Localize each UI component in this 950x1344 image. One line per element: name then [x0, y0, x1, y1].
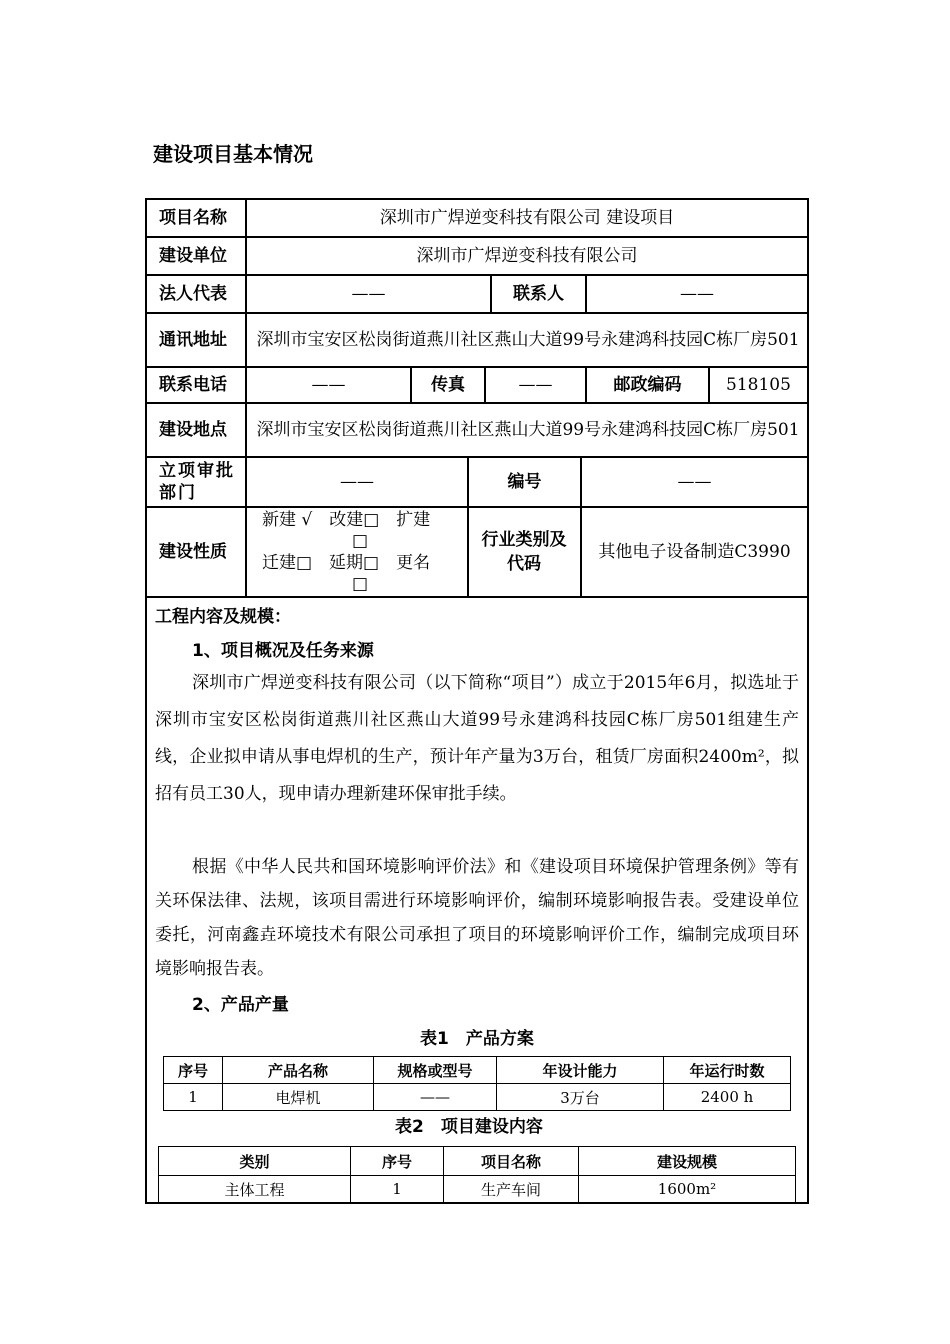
table-cell: 生产车间: [444, 1176, 579, 1203]
column-header: 规格或型号: [374, 1057, 497, 1084]
construction-table: [158, 1146, 796, 1203]
unit-value: 深圳市广焊逆变科技有限公司: [416, 246, 638, 266]
page-title: 建设项目基本情况: [153, 142, 313, 166]
column-header: 年运行时数: [664, 1057, 791, 1084]
site-label: 建设地点: [159, 420, 227, 440]
row-divider: [145, 596, 809, 598]
nature-line: 新建 √ 改建□ 扩建: [262, 510, 431, 530]
column-header: 序号: [164, 1057, 223, 1084]
site-value: 深圳市宝安区松岗街道燕川社区燕山大道99号永建鸿科技园C栋厂房501: [256, 419, 800, 440]
industry-label: 行业类别及代码: [481, 530, 567, 574]
column-header: 产品名称: [223, 1057, 374, 1084]
table2-caption: 表2 项目建设内容: [395, 1117, 543, 1137]
postcode-value: 518105: [726, 375, 791, 395]
nature-label: 建设性质: [159, 542, 227, 562]
approval-label: 立项审批部门: [159, 461, 235, 503]
column-header: 年设计能力: [497, 1057, 664, 1084]
scope-heading: 工程内容及规模：: [155, 607, 291, 627]
column-header: 建设规模: [579, 1147, 796, 1176]
product-table: [163, 1056, 791, 1111]
section-heading-2: 2、产品产量: [192, 995, 289, 1015]
legal-label: 法人代表: [159, 284, 227, 304]
nature-checkbox: □: [352, 574, 369, 594]
column-header: 项目名称: [444, 1147, 579, 1176]
table-cell: ——: [374, 1084, 497, 1111]
approval-value: ——: [340, 472, 374, 492]
table-cell: 1: [164, 1084, 223, 1111]
address-value: 深圳市宝安区松岗街道燕川社区燕山大道99号永建鸿科技园C栋厂房501: [256, 329, 800, 350]
paragraph-2: 根据《中华人民共和国环境影响评价法》和《建设项目环境保护管理条例》等有关环保法律、法规，该项目需进行环境影响评价，编制环境影响报告表。受建设单位委托，河南鑫垚环境技术有限公司承担了项目的环境影响评价工作，编制完成项目环境影响报告表。: [155, 857, 799, 979]
table-header-row: [164, 1057, 791, 1084]
legal-value: ——: [351, 284, 386, 304]
project-name-label: 项目名称: [159, 208, 227, 228]
phone-value: ——: [311, 375, 346, 395]
section-heading-1: 1、项目概况及任务来源: [192, 641, 374, 661]
table-cell: 1600m²: [579, 1176, 796, 1203]
project-name-value: 深圳市广焊逆变科技有限公司 建设项目: [379, 208, 675, 228]
fax-label: 传真: [431, 375, 465, 395]
nature-options: [262, 510, 467, 595]
table-header-row: [159, 1147, 796, 1176]
paragraph-1: 深圳市广焊逆变科技有限公司（以下简称“项目”）成立于2015年6月，拟选址于深圳市宝安区松岗街道燕川社区燕山大道99号永建鸿科技园C栋厂房501组建生产线，企业拟申请从事电焊机的生产，预计年产量为3万台，租赁厂房面积2400m²，拟招有员工30人，现申请办理新建环保审批手续。: [155, 673, 799, 804]
contact-label: 联系人: [513, 284, 564, 304]
address-label: 通讯地址: [159, 330, 227, 350]
column-header: 序号: [351, 1147, 444, 1176]
table-cell: 主体工程: [159, 1176, 351, 1203]
table1-caption: 表1 产品方案: [420, 1029, 534, 1049]
table-cell: 1: [351, 1176, 444, 1203]
nature-checkbox: □: [352, 531, 369, 551]
table-row: [164, 1084, 791, 1111]
phone-label: 联系电话: [159, 375, 227, 395]
fax-value: ——: [518, 375, 553, 395]
table-row: [159, 1176, 796, 1203]
number-value: ——: [677, 472, 712, 492]
industry-value: 其他电子设备制造C3990: [598, 542, 791, 562]
table-cell: 2400 h: [664, 1084, 791, 1111]
nature-line: 迁建□ 延期□ 更名: [262, 553, 431, 573]
column-header: 类别: [159, 1147, 351, 1176]
number-label: 编号: [507, 472, 542, 492]
table-cell: 电焊机: [223, 1084, 374, 1111]
table-cell: 3万台: [497, 1084, 664, 1111]
postcode-label: 邮政编码: [613, 375, 682, 395]
contact-value: ——: [680, 284, 714, 304]
unit-label: 建设单位: [159, 246, 227, 266]
